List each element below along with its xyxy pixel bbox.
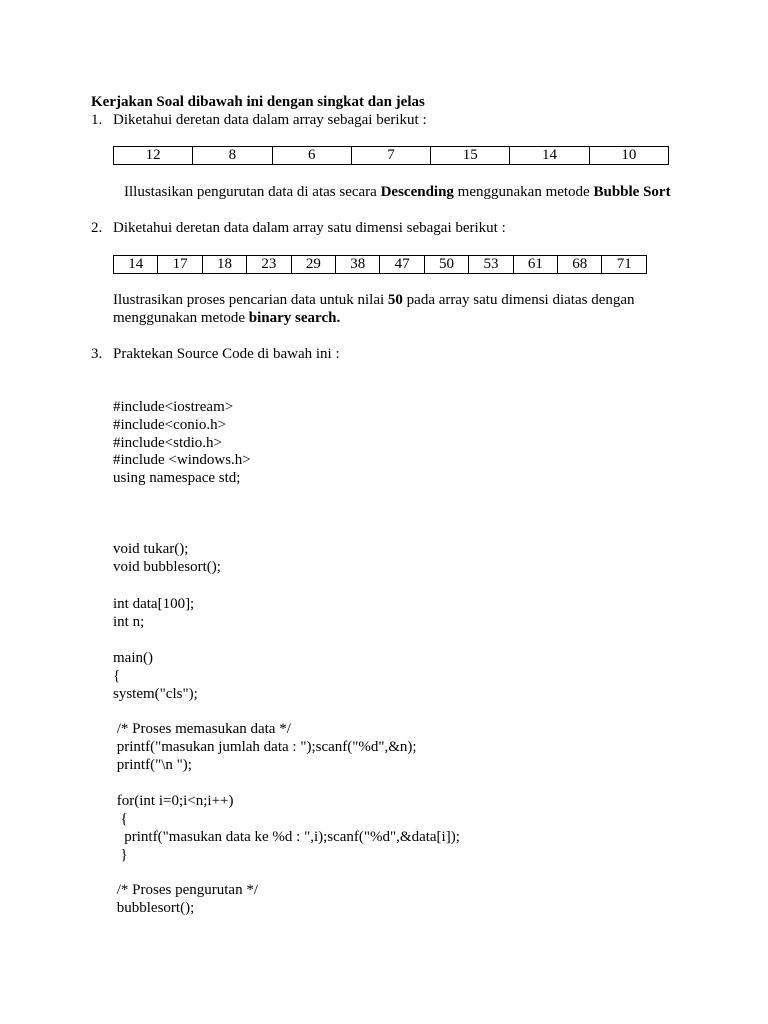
code-line: #include<stdio.h> [113, 435, 222, 451]
code-line: using namespace std; [113, 470, 241, 486]
array-cell: 23 [247, 256, 291, 274]
code-line: int data[100]; [113, 596, 195, 612]
code-line: { [113, 668, 121, 684]
array-cell: 71 [602, 256, 647, 274]
array-cell: 53 [469, 256, 513, 274]
q2-instruction-part: menggunakan metode [113, 310, 249, 326]
code-line: void tukar(); [113, 541, 189, 557]
code-line: printf("masukan jumlah data : ");scanf("%d",&n); [113, 739, 417, 755]
q2-instruction-part: pada array satu dimensi diatas dengan [402, 292, 635, 308]
q1-instruction-emphasis: Bubble Sort [593, 184, 671, 200]
array-cell: 15 [431, 147, 510, 165]
q1-number: 1. [91, 112, 103, 128]
array-cell: 17 [158, 256, 202, 274]
code-line: for(int i=0;i<n;i++) [113, 793, 234, 809]
q1-instruction-emphasis: Descending [380, 184, 454, 200]
array-cell: 38 [336, 256, 380, 274]
array-cell: 12 [114, 147, 193, 165]
code-line: /* Proses memasukan data */ [113, 721, 291, 737]
array-cell: 8 [193, 147, 272, 165]
array-cell: 47 [380, 256, 424, 274]
code-line: /* Proses pengurutan */ [113, 882, 258, 898]
q3-text: Praktekan Source Code di bawah ini : [113, 346, 340, 362]
q1-array-table [113, 146, 669, 165]
array-cell: 18 [202, 256, 246, 274]
q2-text: Diketahui deretan data dalam array satu dimensi sebagai berikut : [113, 220, 506, 236]
q2-instruction-emphasis: binary search. [248, 310, 341, 326]
array-cell: 6 [272, 147, 351, 165]
code-line: main() [113, 650, 153, 666]
q2-instruction-emphasis: 50 [387, 292, 403, 308]
q1-instruction-part: Illustasikan pengurutan data di atas secara [124, 184, 381, 200]
q1-instruction [124, 183, 671, 201]
array-cell: 61 [513, 256, 557, 274]
code-line: } [113, 847, 128, 863]
code-line: bubblesort(); [113, 900, 195, 916]
q3-number: 3. [91, 346, 103, 362]
page-heading: Kerjakan Soal dibawah ini dengan singkat dan jelas [91, 94, 425, 110]
q1-instruction-part: menggunakan metode [453, 184, 594, 200]
code-line: #include<conio.h> [113, 417, 227, 433]
array-cell: 14 [114, 256, 158, 274]
q1-text: Diketahui deretan data dalam array sebagai berikut : [113, 112, 427, 128]
code-line: #include<iostream> [113, 399, 234, 415]
q1-array-row [114, 147, 669, 165]
q2-array-table [113, 255, 647, 274]
q2-instruction-line2 [113, 309, 340, 327]
array-cell: 10 [589, 147, 668, 165]
code-line: printf("\n "); [113, 757, 192, 773]
code-line: system("cls"); [113, 686, 198, 702]
array-cell: 50 [424, 256, 468, 274]
q2-instruction-line1 [113, 291, 635, 309]
array-cell: 7 [351, 147, 430, 165]
code-line: { [113, 811, 128, 827]
q2-number: 2. [91, 220, 103, 236]
array-cell: 14 [510, 147, 589, 165]
array-cell: 29 [291, 256, 335, 274]
q2-array-row [114, 256, 647, 274]
code-line: int n; [113, 614, 145, 630]
array-cell: 68 [558, 256, 602, 274]
code-line: void bubblesort(); [113, 559, 221, 575]
code-line: printf("masukan data ke %d : ",i);scanf("%d",&data[i]); [113, 829, 460, 845]
code-line: #include <windows.h> [113, 452, 251, 468]
q2-instruction-part: Ilustrasikan proses pencarian data untuk nilai [113, 292, 388, 308]
